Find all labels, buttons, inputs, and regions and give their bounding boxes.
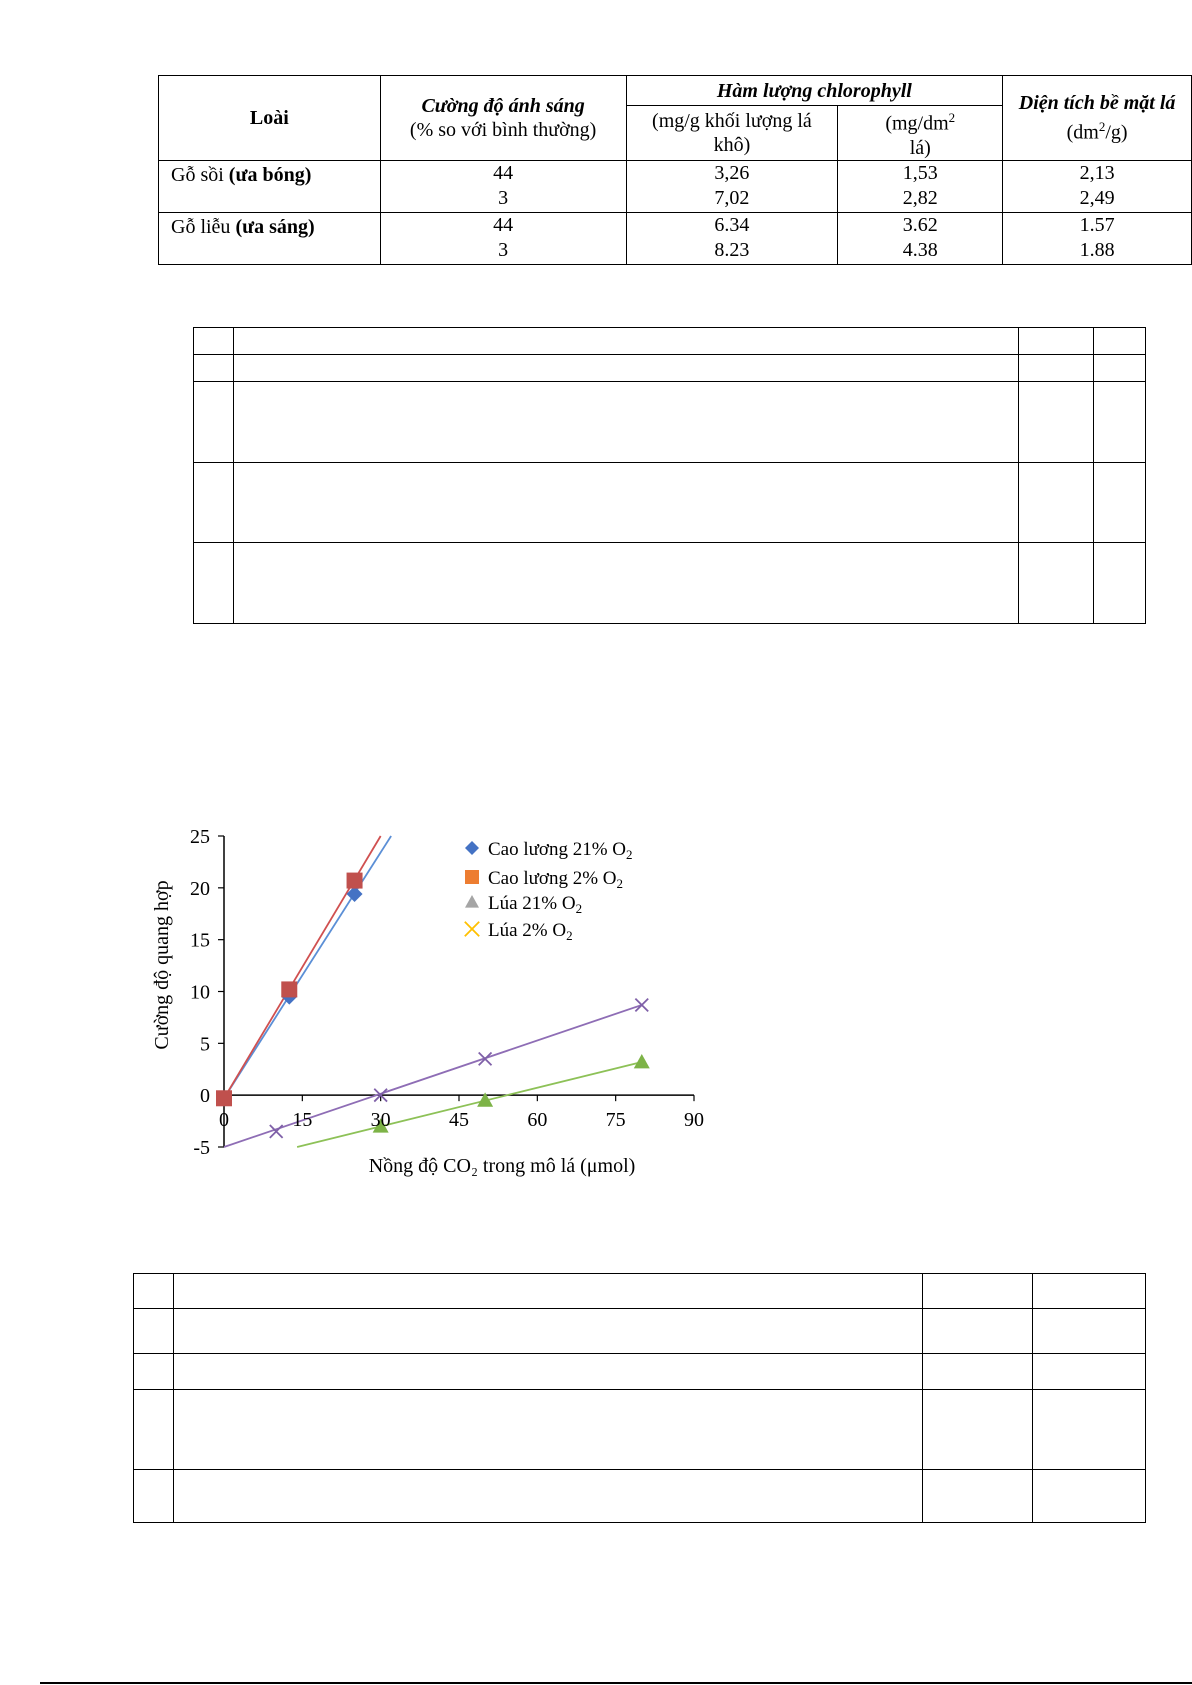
header-leaf-area xyxy=(1003,76,1192,161)
cell xyxy=(194,355,234,382)
header-chl-area-b: lá) xyxy=(909,136,931,159)
cell xyxy=(923,1309,1033,1354)
header-leaf-unit-a: (dm xyxy=(1066,121,1099,144)
x-tick-label: 45 xyxy=(449,1109,469,1132)
cell xyxy=(194,463,234,543)
y-tick-label: 15 xyxy=(190,929,210,952)
cell xyxy=(923,1274,1033,1309)
x-tick-label: 0 xyxy=(219,1109,229,1132)
answer-table-1 xyxy=(193,327,1146,624)
cell xyxy=(233,382,1018,463)
x-tick-label: 60 xyxy=(527,1109,548,1132)
cell xyxy=(923,1470,1033,1523)
header-leaf-unit-sup: 2 xyxy=(1098,119,1106,134)
legend-marker xyxy=(465,870,479,884)
header-leaf-unit-b: /g) xyxy=(1105,121,1128,144)
data-point xyxy=(281,981,297,997)
legend-label: Cao lương 21% $O_2$ xyxy=(488,839,633,862)
header-species: Loài xyxy=(159,76,381,161)
header-light xyxy=(380,76,626,161)
value: 7,02 xyxy=(714,187,750,210)
y-axis-label: Cường độ quang hợp xyxy=(151,880,173,1050)
cell xyxy=(1019,463,1094,543)
cell-chl-area xyxy=(838,160,1003,212)
header-chlorophyll: Hàm lượng chlorophyll xyxy=(626,76,1003,106)
cell-light xyxy=(380,212,626,264)
table-row xyxy=(134,1354,1146,1390)
species-name: Gỗ liễu xyxy=(171,215,236,238)
trend-line xyxy=(224,1005,642,1147)
value: 44 xyxy=(493,214,514,237)
species-name: Gỗ sồi xyxy=(171,163,229,186)
data-point xyxy=(347,873,363,889)
cell xyxy=(194,382,234,463)
cell xyxy=(194,543,234,624)
row-species-oak xyxy=(159,160,381,212)
table-row xyxy=(134,1390,1146,1470)
cell xyxy=(1094,355,1146,382)
cell xyxy=(233,328,1018,355)
header-chl-area-a: (mg/dm xyxy=(885,112,949,135)
cell xyxy=(1033,1390,1146,1470)
value: 4.38 xyxy=(902,239,938,262)
value: 2,13 xyxy=(1079,162,1115,185)
cell xyxy=(173,1274,922,1309)
photosynthesis-chart xyxy=(140,810,720,1180)
header-chl-area-sup: 2 xyxy=(948,110,956,125)
data-point xyxy=(635,999,648,1012)
species-tag: (ưa sáng) xyxy=(235,215,315,238)
cell xyxy=(1019,382,1094,463)
header-chl-area xyxy=(838,106,1003,161)
legend-marker xyxy=(465,841,479,855)
value: 2,49 xyxy=(1079,187,1115,210)
table-row xyxy=(159,212,1192,264)
value: 6.34 xyxy=(714,214,750,237)
header-chl-dry: (mg/g khối lượng lá khô) xyxy=(626,106,838,161)
x-tick-label: 75 xyxy=(605,1109,626,1132)
species-tag: (ưa bóng) xyxy=(228,163,312,186)
cell xyxy=(173,1390,922,1470)
value: 1.88 xyxy=(1079,239,1115,262)
legend-label: Cao lương 2% $O_2$ xyxy=(488,868,624,891)
cell xyxy=(923,1354,1033,1390)
value: 44 xyxy=(493,162,514,185)
answer-table-2 xyxy=(133,1273,1146,1523)
chart-legend xyxy=(465,839,633,943)
cell xyxy=(173,1470,922,1523)
cell xyxy=(134,1390,174,1470)
header-light-sub: (% so với bình thường) xyxy=(409,118,597,141)
cell xyxy=(194,328,234,355)
tick-labels xyxy=(190,826,704,1159)
cell-chl-dry xyxy=(626,160,838,212)
y-tick-label: 20 xyxy=(190,877,210,900)
cell xyxy=(1019,355,1094,382)
value: 1.57 xyxy=(1079,214,1115,237)
cell xyxy=(1019,328,1094,355)
value: 3.62 xyxy=(902,214,938,237)
cell xyxy=(1094,328,1146,355)
cell-chl-dry xyxy=(626,212,838,264)
y-tick-label: 25 xyxy=(190,826,210,848)
plot-area xyxy=(190,826,704,1159)
cell xyxy=(1019,543,1094,624)
value: 3 xyxy=(498,187,509,210)
x-tick-label: 90 xyxy=(684,1109,704,1132)
cell xyxy=(173,1309,922,1354)
cell xyxy=(173,1354,922,1390)
cell xyxy=(1094,543,1146,624)
table-row xyxy=(194,355,1146,382)
table-row xyxy=(194,328,1146,355)
page-bottom-rule xyxy=(40,1682,1192,1684)
table-row xyxy=(194,543,1146,624)
table-row xyxy=(134,1274,1146,1309)
cell xyxy=(1033,1274,1146,1309)
value: 3 xyxy=(498,239,509,262)
cell-light xyxy=(380,160,626,212)
data-table xyxy=(158,75,1192,265)
data-markers xyxy=(216,873,650,1138)
cell xyxy=(1094,382,1146,463)
cell xyxy=(134,1354,174,1390)
value: 2,82 xyxy=(902,187,938,210)
y-tick-label: 0 xyxy=(200,1085,210,1108)
legend-label: Lúa 21% $O_2$ xyxy=(488,893,583,916)
x-tick-label: 15 xyxy=(292,1109,313,1132)
cell xyxy=(134,1274,174,1309)
cell xyxy=(134,1470,174,1523)
row-species-willow xyxy=(159,212,381,264)
legend-marker xyxy=(465,922,479,936)
y-tick-label: 5 xyxy=(200,1033,210,1056)
legend-label: Lúa 2% $O_2$ xyxy=(488,920,573,943)
table-row xyxy=(134,1309,1146,1354)
y-tick-label: 10 xyxy=(190,981,210,1004)
cell xyxy=(134,1309,174,1354)
value: 1,53 xyxy=(902,162,938,185)
cell-chl-area xyxy=(838,212,1003,264)
cell xyxy=(1033,1470,1146,1523)
x-axis-label: Nồng độ CO₂ trong mô lá (μmol) xyxy=(368,1155,636,1177)
trend-line xyxy=(224,836,391,1098)
y-tick-label: -5 xyxy=(193,1137,210,1159)
value: 3,26 xyxy=(714,162,750,185)
x-ticks xyxy=(224,1095,694,1101)
cell xyxy=(923,1390,1033,1470)
cell-leaf-area xyxy=(1003,212,1192,264)
table-row xyxy=(194,463,1146,543)
x-tick-label: 30 xyxy=(370,1109,391,1132)
legend-marker xyxy=(465,895,479,908)
cell-leaf-area xyxy=(1003,160,1192,212)
cell xyxy=(1033,1354,1146,1390)
value: 8.23 xyxy=(714,239,750,262)
data-point xyxy=(216,1090,232,1106)
header-light-title: Cường độ ánh sáng xyxy=(421,94,585,117)
cell xyxy=(1094,463,1146,543)
header-leaf-title: Diện tích bề mặt lá xyxy=(1018,92,1176,114)
cell xyxy=(233,355,1018,382)
cell xyxy=(233,463,1018,543)
table-row xyxy=(159,160,1192,212)
cell xyxy=(233,543,1018,624)
table-row xyxy=(134,1470,1146,1523)
cell xyxy=(1033,1309,1146,1354)
data-point xyxy=(634,1054,650,1068)
table-row xyxy=(194,382,1146,463)
